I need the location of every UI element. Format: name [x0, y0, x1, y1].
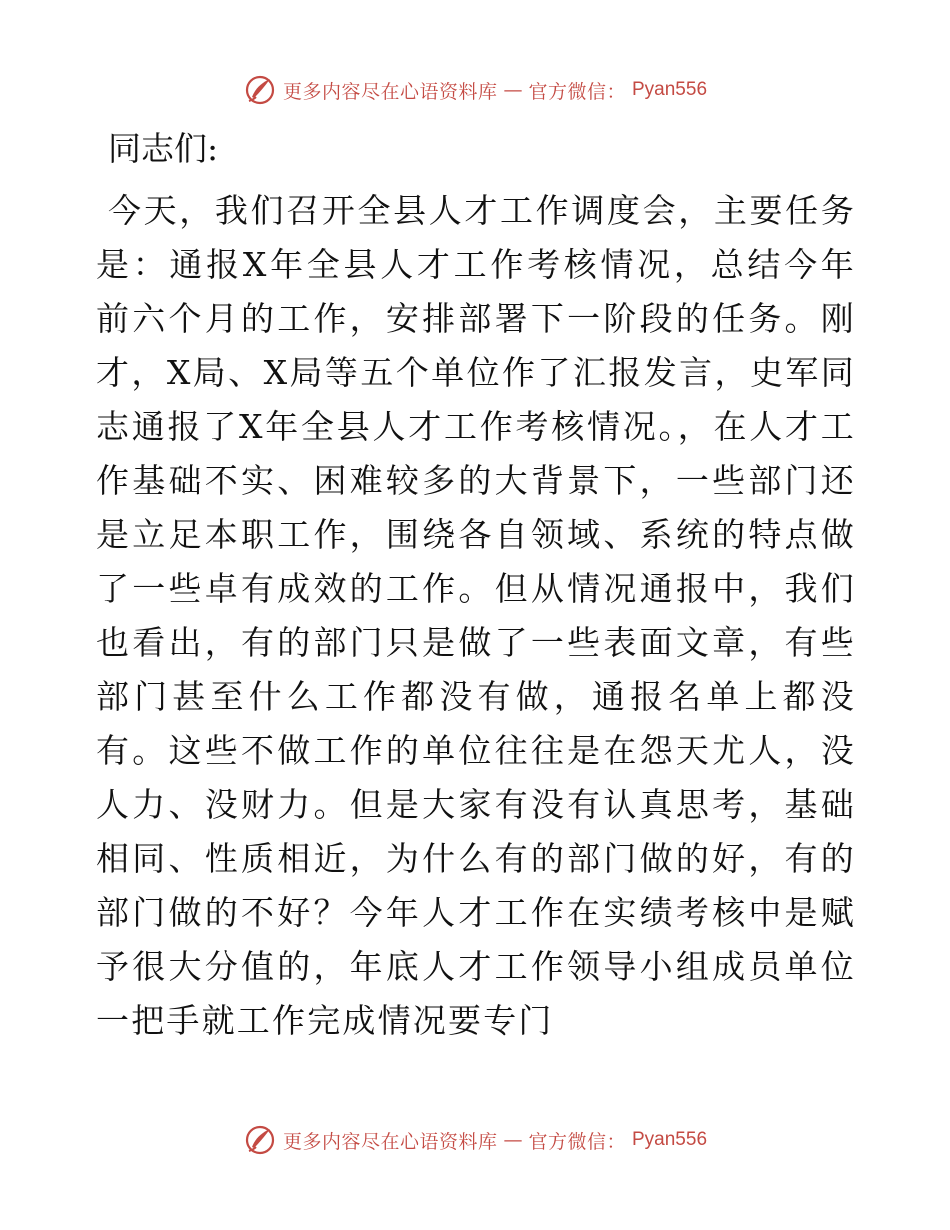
brush-pen-logo-icon [243, 1123, 277, 1157]
watermark-text: 更多内容尽在心语资料库 [282, 1130, 498, 1153]
watermark-id: Pyan556 [632, 1129, 708, 1150]
watermark-text: 更多内容尽在心语资料库 [282, 80, 498, 103]
watermark-id: Pyan556 [632, 79, 708, 100]
salutation: 同志们: [108, 129, 219, 168]
watermark-label: 官方微信： [528, 1130, 626, 1153]
brush-pen-logo-icon [243, 73, 277, 107]
watermark-separator: — [503, 79, 523, 101]
watermark-label: 官方微信： [528, 80, 626, 103]
footer-watermark [0, 1122, 950, 1158]
document-body [96, 122, 856, 1048]
header-watermark [0, 72, 950, 108]
watermark-separator: — [503, 1129, 523, 1151]
body-paragraph: 今天，我们召开全县人才工作调度会，主要任务是：通报X年全县人才工作考核情况，总结今年前六个月的工作，安排部署下一阶段的任务。刚才，X局、X局等五个单位作了汇报发言，史军同志通报了X年全县人才工作考核情况。，在人才工作基础不实、困难较多的大背景下，一些部门还是立足本职工作，围绕各自领域、系统的特点做了一些卓有成效的工作。但从情况通报中，我们也看出，有的部门只是做了一些表面文章，有些部门甚至什么工作都没有做，通报名单上都没有。这些不做工作的单位往往是在怨天尤人，没人力、没财力。但是大家有没有认真思考，基础相同、性质相近，为什么有的部门做的好，有的部门做的不好？今年人才工作在实绩考核中是赋予很大分值的，年底人才工作领导小组成员单位一把手就工作完成情况要专门 [96, 191, 856, 1040]
